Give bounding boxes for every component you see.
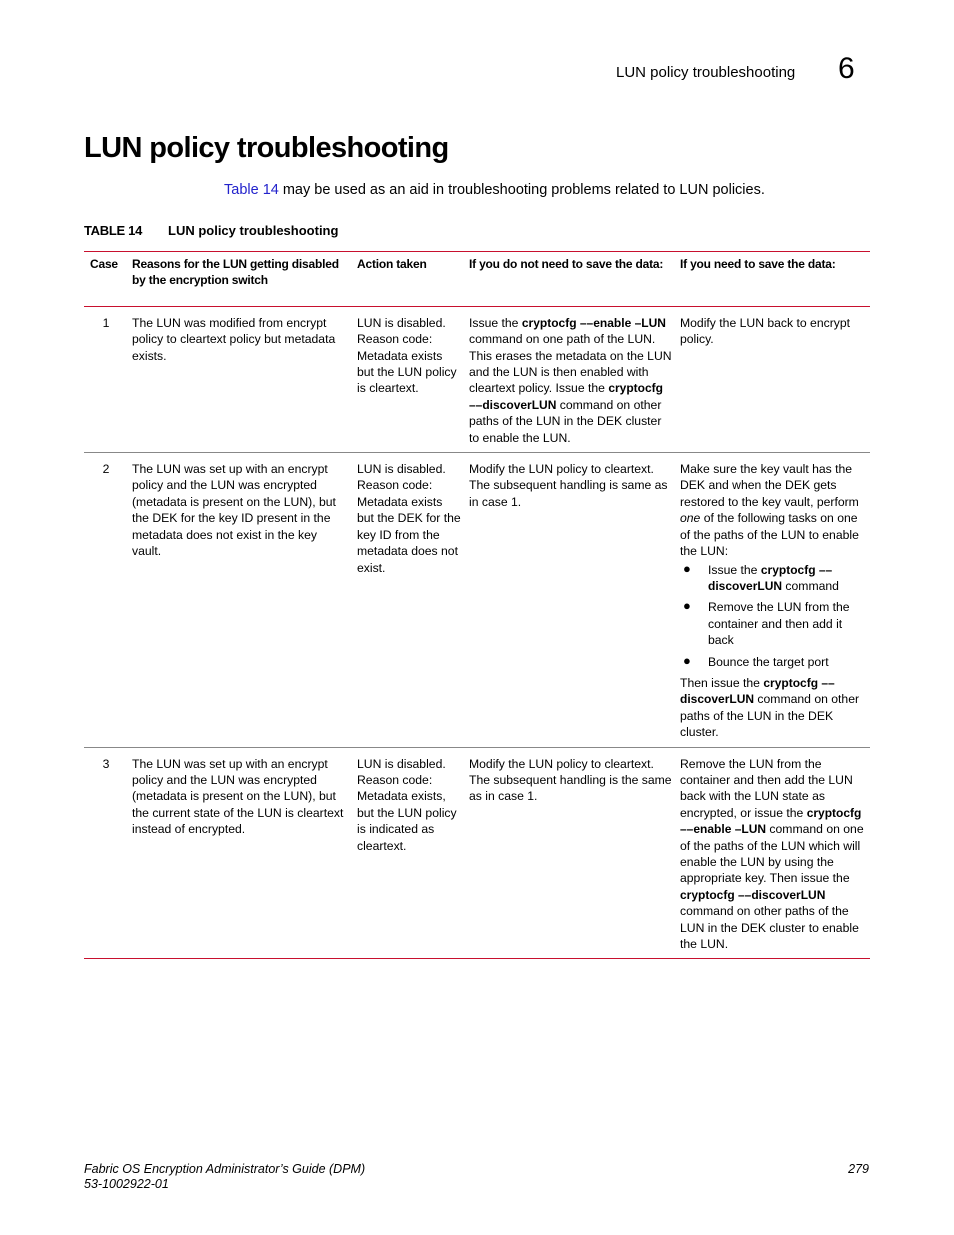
bullet-icon: ● <box>683 652 691 668</box>
header-reason: Reasons for the LUN getting disabled by the encryption switch <box>128 252 353 307</box>
bullet-icon: ● <box>683 560 691 576</box>
cell-action: LUN is disabled. Reason code: Metadata exists, but the LUN policy is indicated as cleartext. <box>357 756 457 853</box>
command-text: cryptocfg ––discoverLUN <box>680 887 826 902</box>
cell-case: 3 <box>102 756 110 771</box>
cell-action: LUN is disabled. Reason code: Metadata exists but the DEK for the key ID from the metadata does not exist. <box>353 453 465 748</box>
command-text: cryptocfg ––discoverLUN <box>680 675 835 707</box>
table-row <box>84 747 870 959</box>
cell-case: 2 <box>84 453 128 748</box>
table-caption <box>84 223 339 238</box>
header-action: Action taken <box>353 252 465 307</box>
cell-action: LUN is disabled. Reason code: Metadata exists but the LUN policy is cleartext. <box>353 306 465 452</box>
footer-doc-number: 53-1002922-01 <box>84 1177 169 1191</box>
footer-guide-title: Fabric OS Encryption Administrator’s Guide (DPM) <box>84 1162 366 1176</box>
lun-policy-table <box>84 251 870 959</box>
table-title: LUN policy troubleshooting <box>168 223 339 238</box>
cell-reason: The LUN was set up with an encrypt policy and the LUN was encrypted (metadata is present on the LUN), but the current state of the LUN is cleartext instead of encrypted. <box>132 756 344 837</box>
cell-no-save: Modify the LUN policy to cleartext. The subsequent handling is same as in case 1. <box>465 453 676 748</box>
chapter-number: 6 <box>838 52 855 85</box>
header-case: Case <box>84 252 128 307</box>
command-text: ––enable –LUN <box>576 315 666 330</box>
list-item: ● Remove the LUN from the container and then add it back <box>683 598 850 648</box>
header-save: If you need to save the data: <box>676 252 870 307</box>
page-number: 279 <box>848 1162 869 1176</box>
table-header-row <box>84 252 870 307</box>
cell-reason: The LUN was set up with an encrypt policy and the LUN was encrypted (metadata is present on the LUN), but the DEK for the key ID present in the metadata does not exist in the key vault. <box>128 453 353 748</box>
table-label: TABLE 14 <box>84 223 143 238</box>
table-row <box>84 306 870 452</box>
header-no-save: If you do not need to save the data: <box>465 252 676 307</box>
command-text: cryptocfg <box>521 315 577 330</box>
table-row <box>84 453 870 748</box>
intro-text: may be used as an aid in troubleshooting problems related to LUN policies. <box>278 182 765 198</box>
command-text: cryptocfg ––discoverLUN <box>469 381 664 412</box>
intro-paragraph <box>224 182 765 198</box>
page-title: LUN policy troubleshooting <box>84 132 449 164</box>
table-14-link[interactable]: Table 14 <box>224 182 279 198</box>
cell-reason: The LUN was modified from encrypt policy to cleartext policy but metadata exists. <box>128 306 353 452</box>
task-list <box>680 562 866 670</box>
cell-save: Make sure the key vault has the DEK and when the DEK gets restored to the key vault, perform one of the following tasks on one of the paths of the LUN to enable the LUN: ● Issue the cryptocfg ––discoverLUN command ● Remove the LUN from the container and then add it back ● Bounce the target port Then issue the cryptocfg ––discoverLUN command on other paths of the LUN in the DEK cluster. <box>676 453 870 748</box>
command-text: cryptocfg ––enable –LUN <box>680 805 862 837</box>
bullet-icon: ● <box>683 598 691 614</box>
cell-case: 1 <box>84 306 128 452</box>
command-text: cryptocfg ––discoverLUN <box>708 562 833 593</box>
running-header-title: LUN policy troubleshooting <box>616 64 796 81</box>
cell-save: Modify the LUN back to encrypt policy. <box>676 306 870 452</box>
list-item: ● Bounce the target port <box>683 652 829 669</box>
cell-save: Remove the LUN from the container and then add the LUN back with the LUN state as encrypted, or issue the cryptocfg ––enable –LUN command on one of the paths of the LUN which will enable the LUN by using the appropriate key. Then issue the cryptocfg ––discoverLUN command on other paths of the LUN in the DEK cluster to enable the LUN. <box>680 756 864 952</box>
cell-no-save: Issue the cryptocfg ––enable –LUN command on one path of the LUN. This erases the metadata on the LUN and the LUN is then enabled with cleartext policy. Issue the cryptocfg ––discoverLUN command on other paths of the LUN in the DEK cluster to enable the LUN. <box>465 306 676 452</box>
list-item: ● Issue the cryptocfg ––discoverLUN command <box>683 560 839 593</box>
cell-no-save: Modify the LUN policy to cleartext. The subsequent handling is the same as in case 1. <box>469 756 672 804</box>
